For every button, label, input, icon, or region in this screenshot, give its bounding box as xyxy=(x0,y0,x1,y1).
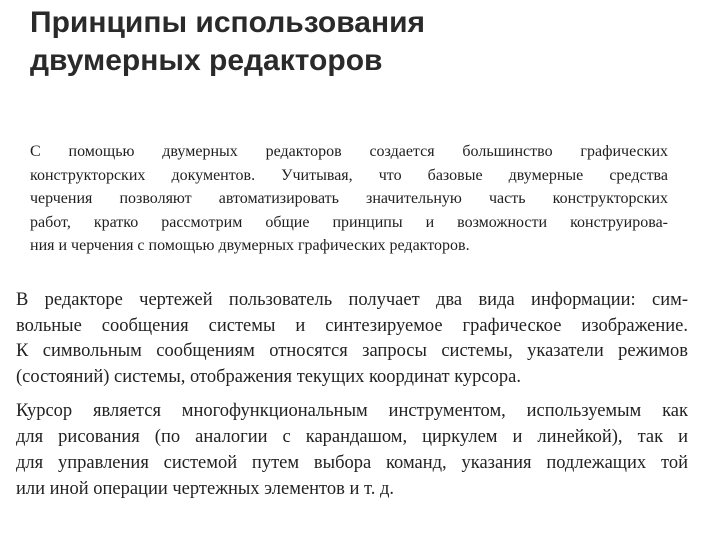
text-line: для рисования (по аналогии с карандашом, циркулем и линейкой), так и xyxy=(16,427,688,447)
paragraph-editor-info xyxy=(16,288,688,390)
text-line: черчения позволяют автоматизировать значительную часть конструкторских xyxy=(30,190,668,207)
text-line: или иной операции чертежных элементов и т. д. xyxy=(16,479,395,499)
paragraph-cursor xyxy=(16,398,688,502)
text-line: конструкторских документов. Учитывая, что базовые двумерные средства xyxy=(30,166,668,184)
title-line: Принципы использования xyxy=(30,6,426,39)
text-line: К символьным сообщениям относятся запросы системы, указатели режимов xyxy=(16,341,688,361)
text-line: С помощью двумерных редакторов создается большинство графических xyxy=(30,143,668,160)
text-line: вольные сообщения системы и синтезируемое графическое изображение. xyxy=(16,315,688,336)
text-line: (состояний) системы, отображения текущих координат курсора. xyxy=(16,366,521,387)
text-line: Курсор является многофункциональным инструментом, используемым как xyxy=(16,401,688,421)
text-line: В редакторе чертежей пользователь получает два вида информации: сим- xyxy=(16,290,688,310)
title-line: двумерных редакторов xyxy=(30,44,383,77)
text-line: для управления системой путем выбора команд, указания подлежащих той xyxy=(16,453,688,473)
text-line: ния и черчения с помощью двумерных графических редакторов. xyxy=(30,237,470,254)
paragraph-intro xyxy=(30,140,668,258)
slide-title xyxy=(30,4,690,80)
text-line: работ, кратко рассмотрим общие принципы и возможности конструирова- xyxy=(30,213,668,231)
